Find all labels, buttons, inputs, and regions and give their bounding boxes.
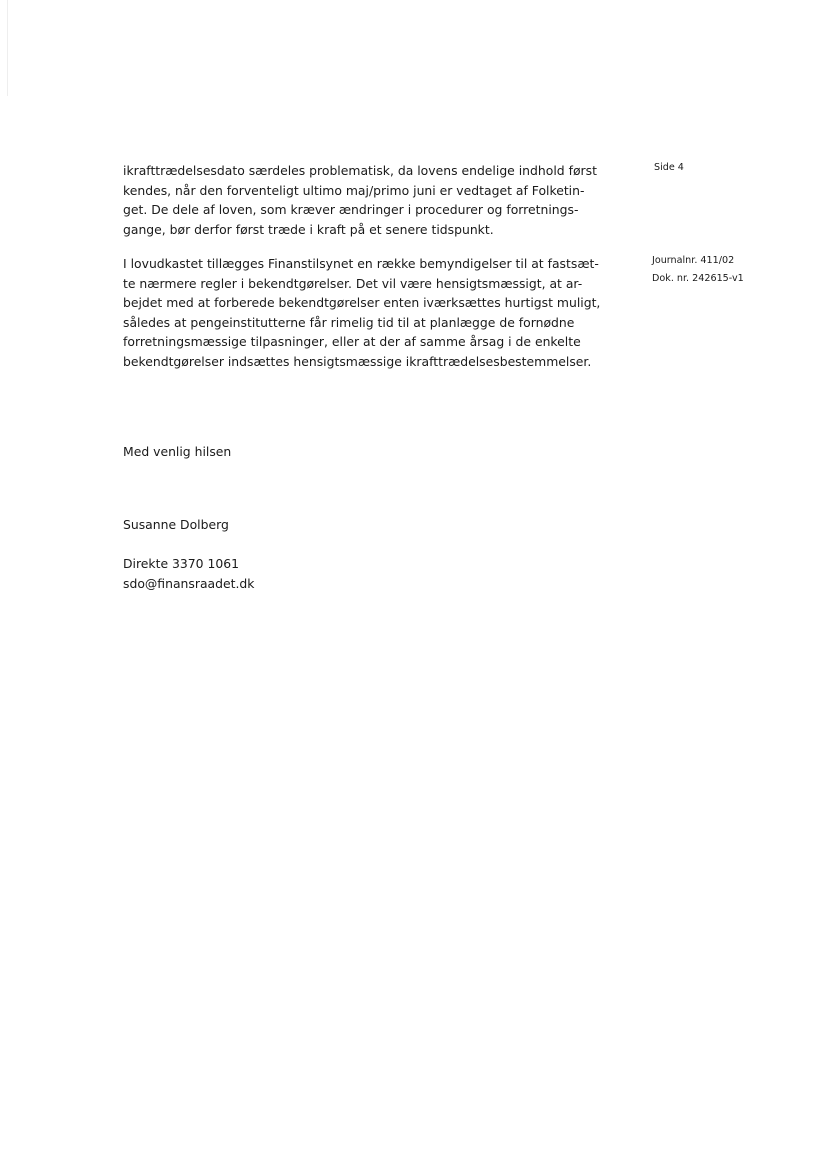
paragraph-regulations	[123, 254, 613, 371]
paragraph-line: te nærmere regler i bekendtgørelser. Det vil være hensigtsmæssigt, at ar-	[123, 275, 583, 291]
paragraph-line: bejdet med at forberede bekendtgørelser enten iværksættes hurtigst muligt,	[123, 295, 601, 310]
scan-edge-line	[7, 0, 8, 96]
paragraph-line: ikrafttrædelsesdato særdeles problematisk, da lovens endelige indhold først	[123, 163, 597, 178]
contact-block	[123, 554, 254, 593]
phone-number: Direkte 3370 1061	[123, 556, 240, 571]
paragraph-line: bekendtgørelser indsættes hensigtsmæssige ikrafttrædelsesbestemmelser.	[123, 353, 592, 369]
paragraph-line: kendes, når den forventeligt ultimo maj/primo juni er vedtaget af Folketin-	[123, 182, 585, 198]
paragraph-effective-date	[123, 161, 613, 239]
paragraph-line: gange, bør derfor først træde i kraft på et senere tidspunkt.	[123, 221, 494, 237]
paragraph-line: I lovudkastet tillægges Finanstilsynet en række bemyndigelser til at fastsæt-	[123, 256, 599, 271]
paragraph-line: således at pengeinstitutterne får rimelig tid til at planlægge de fornødne	[123, 314, 575, 330]
journal-number: Journalnr. 411/02	[652, 255, 735, 266]
paragraph-line: forretningsmæssige tilpasninger, eller at der af samme årsag i de enkelte	[123, 334, 581, 349]
paragraph-line: get. De dele af loven, som kræver ændringer i procedurer og forretnings-	[123, 202, 579, 217]
page-number: Side 4	[654, 162, 684, 173]
closing-greeting: Med venlig hilsen	[123, 444, 232, 459]
document-number: Dok. nr. 242615-v1	[652, 273, 744, 284]
email-address: sdo@finansraadet.dk	[123, 575, 255, 591]
signer-name: Susanne Dolberg	[123, 517, 229, 532]
reference-block	[652, 252, 744, 288]
